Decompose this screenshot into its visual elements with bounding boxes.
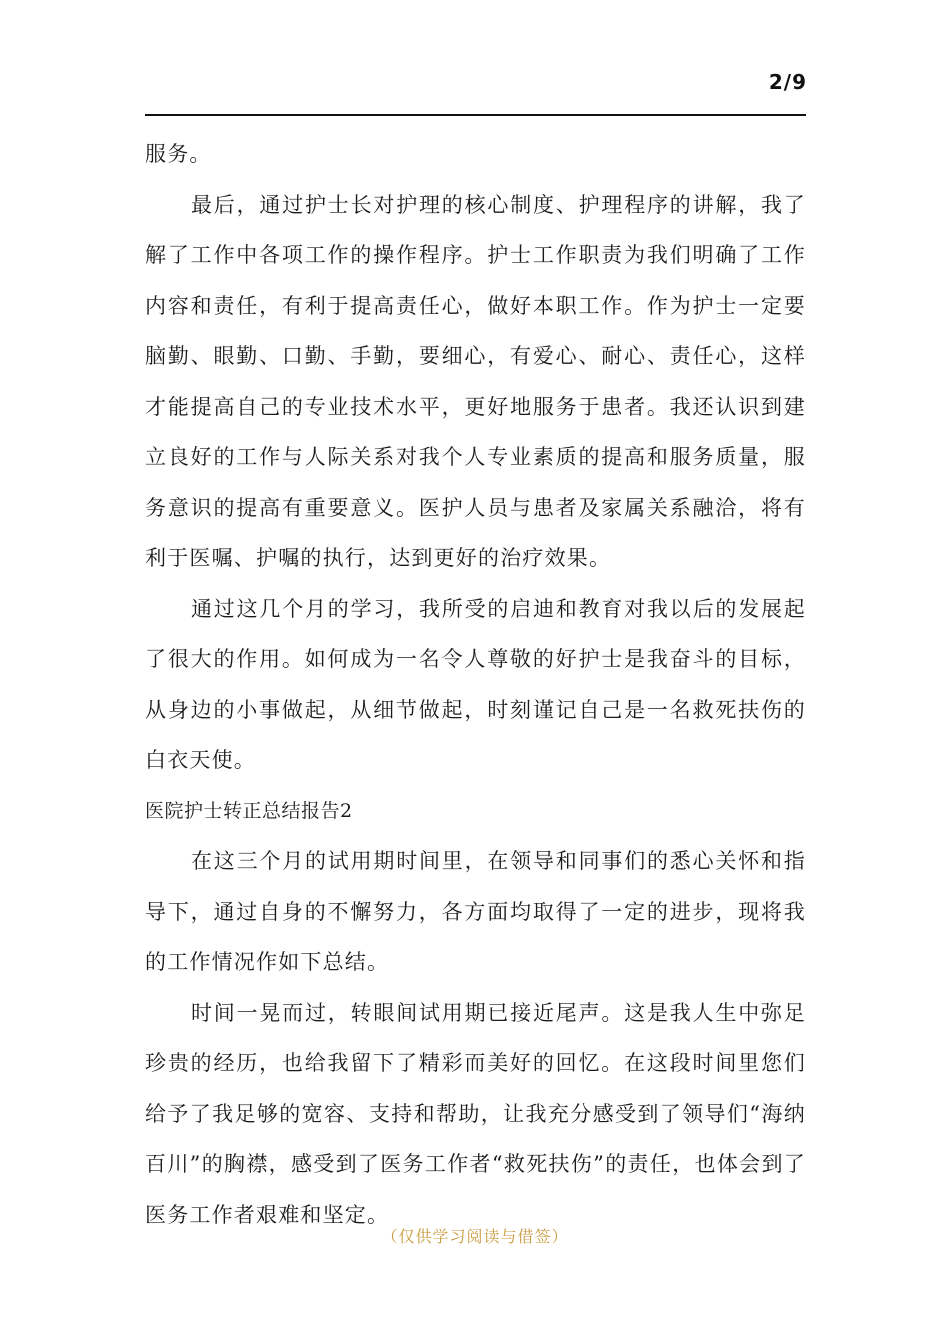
- document-body: [145, 129, 806, 1240]
- paragraph-reflection: 通过这几个月的学习，我所受的启迪和教育对我以后的发展起了很大的作用。如何成为一名令人尊敬的好护士是我奋斗的目标，从身边的小事做起，从细节做起，时刻谨记自己是一名救死扶伤的白衣天使。: [145, 596, 806, 772]
- paragraph-conclusion: 最后，通过护士长对护理的核心制度、护理程序的讲解，我了解了工作中各项工作的操作程序。护士工作职责为我们明确了工作内容和责任，有利于提高责任心，做好本职工作。作为护士一定要脑勤、眼勤、口勤、手勤，要细心，有爱心、耐心、责任心，这样才能提高自己的专业技术水平，更好地服务于患者。我还认识到建立良好的工作与人际关系对我个人专业素质的提高和服务质量，服务意识的提高有重要意义。医护人员与患者及家属关系融洽，将有利于医嘱、护嘱的执行，达到更好的治疗效果。: [145, 192, 806, 570]
- paragraph-intro: 在这三个月的试用期时间里，在领导和同事们的悉心关怀和指导下，通过自身的不懈努力，各方面均取得了一定的进步，现将我的工作情况作如下总结。: [145, 849, 806, 974]
- paragraph-continuation: 服务。: [145, 142, 212, 166]
- section-heading: 医院护士转正总结报告2: [145, 799, 353, 822]
- page-number: 2/9: [768, 70, 807, 94]
- header-divider: [145, 114, 806, 116]
- paragraph-experience: 时间一晃而过，转眼间试用期已接近尾声。这是我人生中弥足珍贵的经历，也给我留下了精彩而美好的回忆。在这段时间里您们给予了我足够的宽容、支持和帮助，让我充分感受到了领导们“海纳百川”的胸襟，感受到了医务工作者“救死扶伤”的责任，也体会到了医务工作者艰难和坚定。: [145, 1000, 806, 1227]
- footer-note: （仅供学习阅读与借签）: [381, 1227, 569, 1246]
